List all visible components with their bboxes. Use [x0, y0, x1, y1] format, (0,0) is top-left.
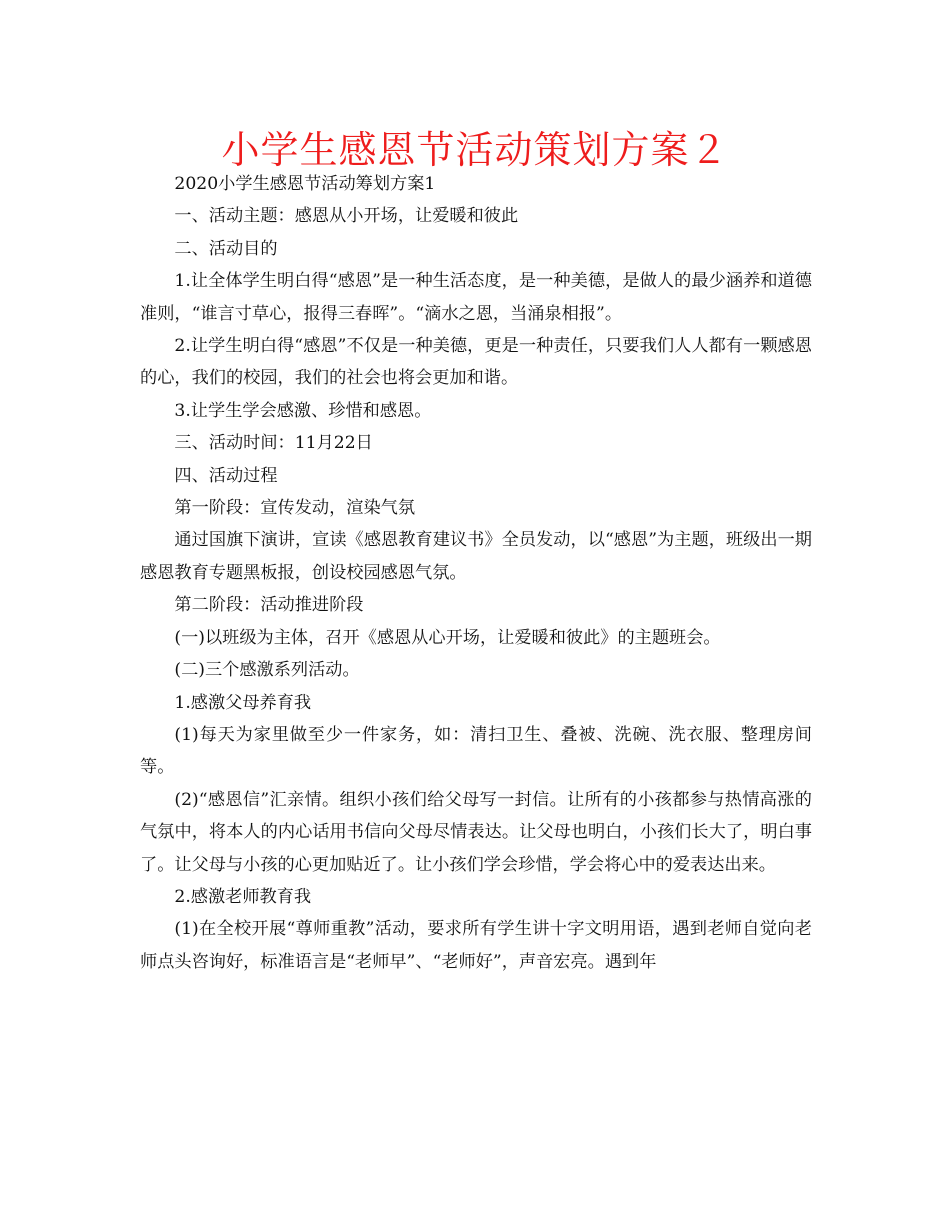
document-body [140, 168, 812, 978]
paragraph-thank-parents-heading: 1.感激父母养育我 [174, 692, 312, 713]
document-title: 小学生感恩节活动策划方案２ [221, 128, 729, 172]
paragraph-plan-heading: 2020小学生感恩节活动筹划方案1 [174, 174, 436, 194]
paragraph-purpose-2: 2.让学生明白得“感恩”不仅是一种美德，更是一种责任，只要我们人人都有一颗感恩的心，我们的校园，我们的社会也将会更加和谐。 [140, 336, 812, 389]
paragraph-activity-theme: 一、活动主题：感恩从小开场，让爱暖和彼此 [174, 206, 519, 227]
paragraph-stage-2-heading: 第二阶段：活动推进阶段 [174, 595, 364, 616]
paragraph-class-meeting: (一)以班级为主体，召开《感恩从心开场，让爱暖和彼此》的主题班会。 [174, 627, 721, 648]
paragraph-activity-purpose-heading: 二、活动目的 [174, 238, 278, 259]
paragraph-purpose-1: 1.让全体学生明白得“感恩”是一种生活态度，是一种美德，是做人的最少涵养和道德准则，“谁言寸草心，报得三春晖”。“滴水之恩，当涌泉相报”。 [140, 271, 812, 324]
paragraph-respect-teachers: (1)在全校开展“尊师重教”活动，要求所有学生讲十字文明用语，遇到老师自觉向老师点头咨询好，标准语言是“老师早”、“老师好”，声音宏亮。遇到年 [140, 919, 812, 972]
paragraph-housework: (1)每天为家里做至少一件家务，如：清扫卫生、叠被、洗碗、洗衣服、整理房间等。 [140, 724, 812, 778]
paragraph-three-activities: (二)三个感激系列活动。 [174, 660, 360, 681]
paragraph-thank-teachers-heading: 2.感激老师教育我 [174, 886, 312, 907]
paragraph-stage-1-body: 通过国旗下演讲，宣读《感恩教育建议书》全员发动，以“感恩”为主题，班级出一期感恩教育专题黑板报，创设校园感恩气氛。 [140, 530, 812, 583]
paragraph-purpose-3: 3.让学生学会感激、珍惜和感恩。 [174, 400, 432, 421]
paragraph-activity-process-heading: 四、活动过程 [174, 465, 278, 486]
paragraph-activity-time: 三、活动时间：11月22日 [174, 433, 373, 454]
paragraph-stage-1-heading: 第一阶段：宣传发动，渲染气氛 [174, 498, 416, 519]
paragraph-thank-you-letter: (2)“感恩信”汇亲情。组织小孩们给父母写一封信。让所有的小孩都参与热情高涨的气氛中，将本人的内心话用书信向父母尽情表达。让父母也明白，小孩们长大了，明白事了。让父母与小孩的心更加贴近了。让小孩们学会珍惜，学会将心中的爱表达出来。 [140, 789, 812, 875]
